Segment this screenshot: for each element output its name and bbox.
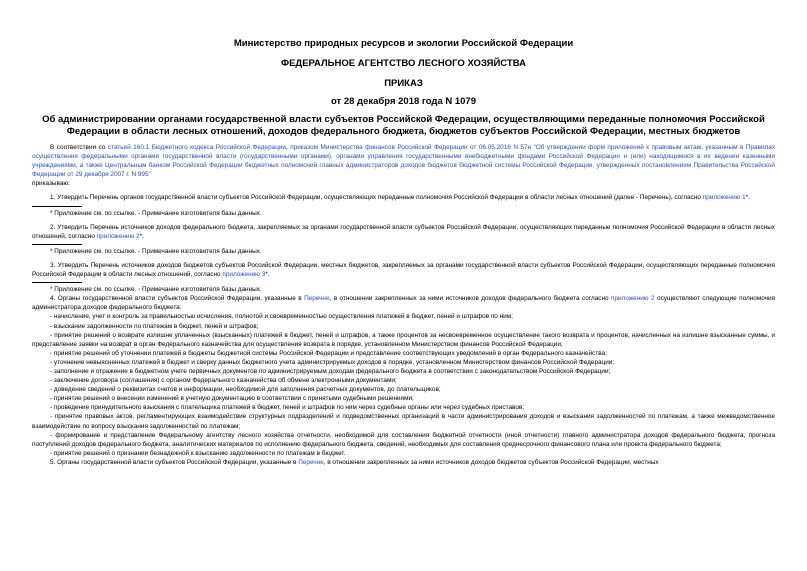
- budget-code-link[interactable]: статьей 160.1 Бюджетного кодекса Российской Федерации: [107, 144, 286, 151]
- item-text: , в отношении закрепленных за ними источников доходов федерального бюджета согласно: [329, 295, 612, 303]
- preamble-text: В соответствии со: [50, 144, 108, 151]
- list-item: - взыскание задолженности по платежам в бюджет, пеней и штрафов;: [50, 322, 259, 330]
- item-text: *.: [139, 232, 144, 240]
- preamble-text: ,: [286, 144, 291, 151]
- footnote-rule: [32, 244, 82, 245]
- list-item: - принятие решений о признании безнадежной к взысканию задолженности по платежам в бюджет.: [50, 449, 346, 457]
- footnote-3: * Приложение см. по ссылке. - Примечание изготовителя базы данных.: [50, 286, 262, 294]
- item-text: 5. Органы государственной власти субъектов Российской Федерации, указанные в: [50, 458, 299, 466]
- item-text: 3. Утвердить Перечень источников доходов бюджетов субъектов Российской Федерации, местных бюджетов, закрепляемых за органами государственной власти субъектов Российской Федерации, осуществляющих переданные полномочия Российской Федерации в области лесных отношений, согласно: [32, 261, 775, 279]
- item-text: *.: [265, 271, 270, 279]
- list-link[interactable]: Перечне: [304, 295, 330, 303]
- list-item: - заполнение и отражение в бюджетном учете первичных документов по администрируемым доходам федерального бюджета в соответствии с законодательством Российской Федерации;: [50, 367, 611, 375]
- list-item: - проведение принудительного взыскания с плательщика платежей в бюджет, пеней и штрафов по ним через судебные органы или через судебных приставов;: [50, 404, 525, 412]
- list-item: - принятие решений об уточнении платежей в бюджеты бюджетной системы Российской Федерации и представление соответствующих уведомлений в орган Федерального казначейства;: [50, 349, 607, 357]
- item-5: [32, 458, 775, 467]
- document-body: [32, 143, 775, 467]
- item-text: , в отношении закрепленных за ними источников доходов бюджетов субъектов Российской Федерации, местных: [323, 458, 659, 466]
- footnote-2: * Приложение см. по ссылке. - Примечание изготовителя базы данных.: [50, 247, 262, 255]
- item-text: 2. Утвердить Перечень источников доходов федерального бюджета, закрепляемых за органами государственной власти субъектов Российской Федерации, осуществляющих переданные полномочия Российской Федерации в области лесных отношений, согласно: [32, 223, 775, 240]
- ministry-heading: Министерство природных ресурсов и экологии Российской Федерации: [233, 38, 574, 49]
- item-text: осуществляют следующие полномочия администратора доходов федерального бюджета:: [32, 295, 775, 312]
- appendix-3-link[interactable]: приложению 3: [222, 271, 266, 279]
- doc-type-heading: ПРИКАЗ: [384, 78, 423, 89]
- item-text: 1. Утвердить Перечень органов государственной власти субъектов Российской Федерации, осуществляющих переданные полномочия Российской Федерации в области лесных отношений (далее - Перечень), согласно: [50, 194, 703, 202]
- item-text: 4. Органы государственной власти субъектов Российской Федерации, указанные в: [50, 295, 305, 303]
- list-item: - заключение договора (соглашения) с органом Федерального казначейства об обмене электронными документами;: [50, 377, 397, 385]
- item-2: [32, 223, 775, 241]
- appendix-2-link[interactable]: приложению 2: [611, 295, 655, 303]
- list-item: - начисление, учет и контроль за правильностью исчисления, полнотой и своевременностью осуществления платежей в бюджет, пеней и штрафов по ним;: [50, 313, 513, 321]
- appendix-2-link[interactable]: приложению 2: [96, 232, 140, 240]
- footnote-rule: [32, 282, 82, 283]
- item-3: [32, 261, 775, 279]
- order-word: приказываю:: [32, 180, 70, 188]
- list-item: - принятие решений о возврате излишне уплаченных (взысканных) платежей в бюджет, пеней и штрафов, а также процентов за несвоевременное осуществление такого возврата и процентов, начисленных на излишне взысканные суммы, и представление заявки на возврат в орган Федерального казначейства для осуществления возврата в порядке, установленном Министерством финансов Российской Федерации;: [32, 331, 775, 348]
- list-link[interactable]: Перечне: [298, 458, 324, 466]
- list-item: - формирование и представление Федеральному агентству лесного хозяйства отчетности, необходимой для составления бюджетной отчетности (иной отчетности) главного администратора доходов федерального бюджета, прогноза поступлений доходов федерального бюджета, аналитических материалов по исполнению федерального бюджета, сведений, необходимых для составления среднесрочного финансового плана или проекта федерального бюджета;: [32, 431, 775, 448]
- preamble-paragraph: [32, 143, 775, 179]
- item-1: [32, 193, 775, 202]
- item-text: *.: [745, 194, 750, 202]
- list-item: - принятие правовых актов, регламентирующих взаимодействие структурных подразделений и подведомственных организаций в части администрирования доходов и взыскания задолженностей по платежам, а также межведомственное взаимодействие по вопросу взыскания задолженностей по платежам;: [32, 413, 775, 430]
- date-number-heading: от 28 декабря 2018 года N 1079: [330, 96, 476, 107]
- list-item: - уточнение невыясненных платежей в бюджет и сверку данных бюджетного учета администрируемых доходов в порядке, установленном Министерством финансов Российской Федерации;: [50, 358, 615, 366]
- appendix-1-link[interactable]: приложению 1: [702, 194, 746, 202]
- list-item: - доведение сведений о реквизитах счетов и информации, необходимой для заполнения расчетных документов, до плательщиков;: [50, 386, 441, 394]
- document-title: Об администрировании органами государственной власти субъектов Российской Федерации, осуществляющими переданные полномочия Российской Федерации в области лесных отношений, доходов федерального бюджета, бюджетов субъектов Российской Федерации, местных бюджетов: [42, 114, 765, 137]
- minfin-order-link[interactable]: приказом Министерства финансов Российской Федерации от 06.05.2016 N 57н "Об утверждении форм приложений к правовым актам, указанным в Правилах осуществления федеральными органами государственной власти (государственными органами), органами управления государственными внебюджетными фондами Российской Федерации и (или) находящимися в их ведении казенными учреждениями, а также Центральным банком Российской Федерации бюджетных полномочий главных администраторов доходов бюджетов бюджетной системы Российской Федерации, утвержденных постановлением Правительства Российской Федерации от 29 декабря 2007 г. N 995": [32, 144, 776, 179]
- footnote-1: * Приложение см. по ссылке. - Примечание изготовителя базы данных.: [50, 209, 262, 217]
- agency-heading: ФЕДЕРАЛЬНОЕ АГЕНТСТВО ЛЕСНОГО ХОЗЯЙСТВА: [280, 58, 526, 69]
- item-4: [32, 294, 775, 312]
- footnote-rule: [32, 206, 82, 207]
- list-item: - принятие решений о внесении изменений в учетную документацию в соответствии с принятыми судебными решениями;: [50, 395, 414, 403]
